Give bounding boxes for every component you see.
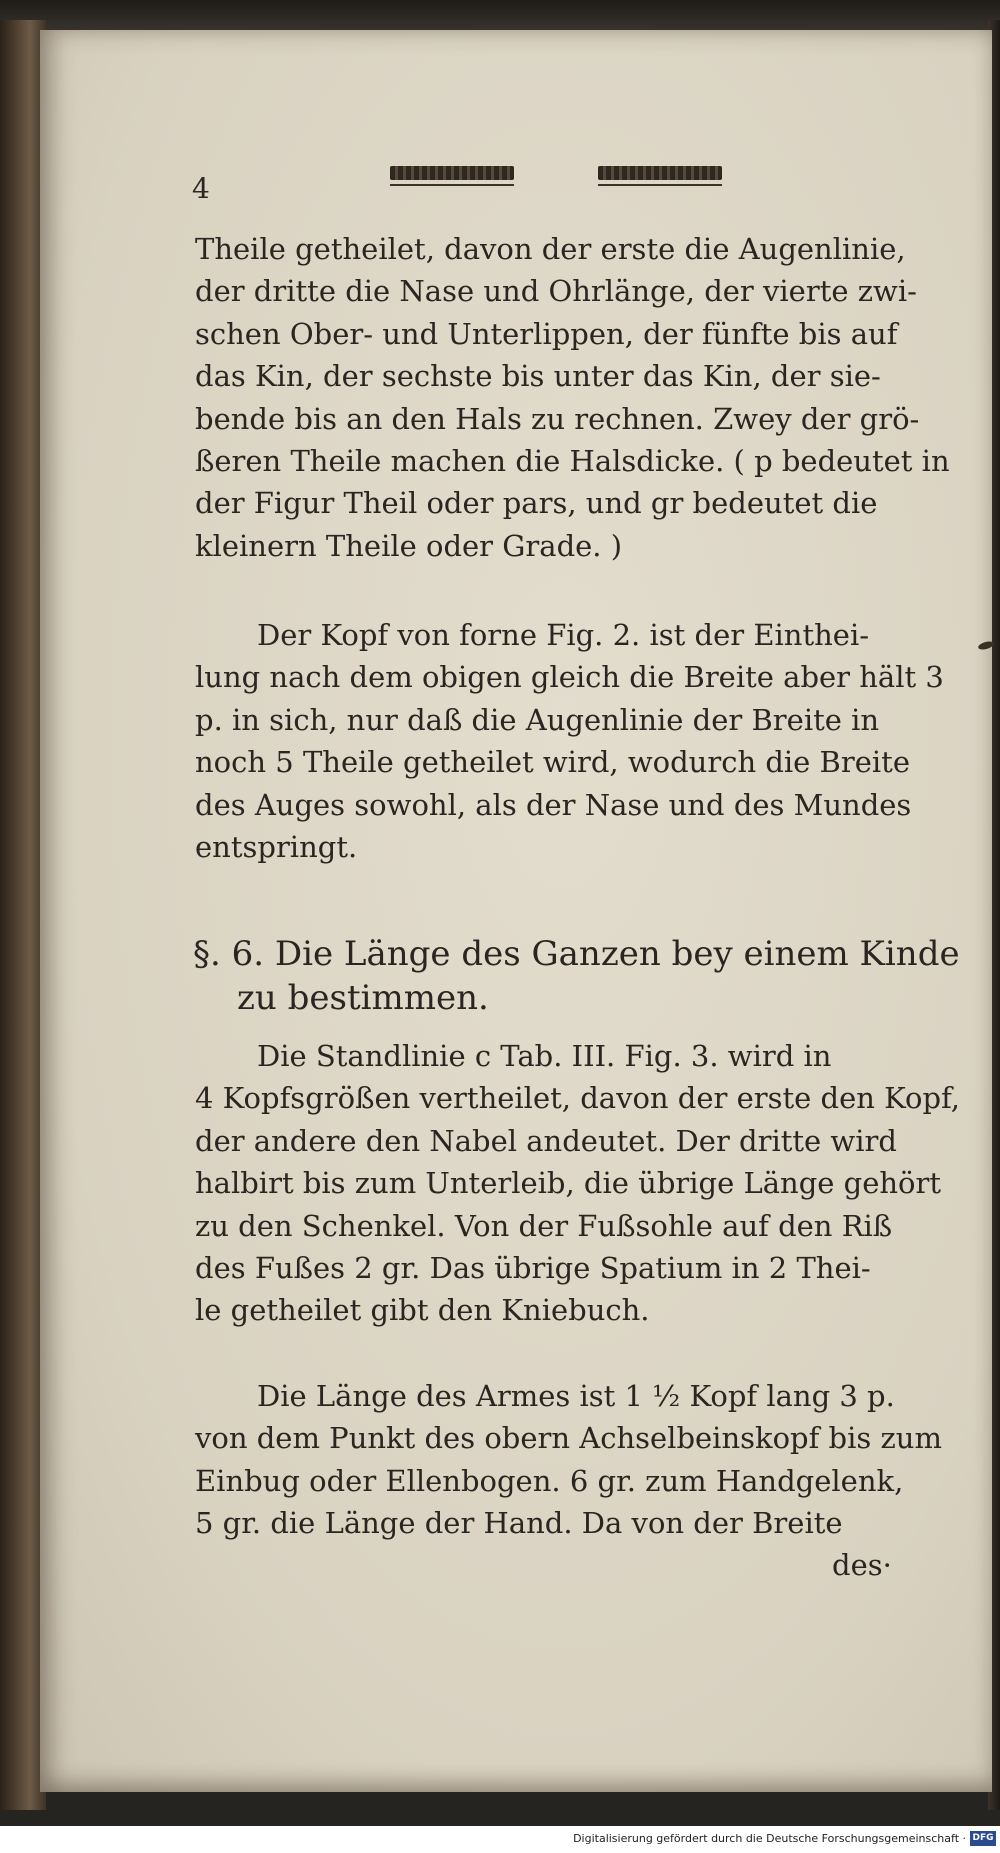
text-line: entspringt.: [195, 830, 358, 865]
text-line: ßeren Theile machen die Halsdicke. ( p bedeutet in: [195, 444, 950, 479]
text-line: p. in sich, nur daß die Augenlinie der Breite in: [195, 702, 880, 737]
text-line: Theile getheilet, davon der erste die Augenlinie,: [195, 232, 906, 266]
text-line: zu den Schenkel. Von der Fußsohle auf den Riß: [195, 1208, 893, 1243]
header-ornament-left: [390, 166, 514, 188]
footer-bar: [0, 1826, 1000, 1853]
text-line: bende bis an den Hals zu rechnen. Zwey der grö-: [195, 401, 920, 436]
text-line: Einbug oder Ellenbogen. 6 gr. zum Handgelenk,: [195, 1463, 904, 1498]
text-line: le getheilet gibt den Kniebuch.: [195, 1293, 650, 1328]
section-heading: [193, 932, 960, 1020]
top-shadow: [0, 0, 1000, 34]
text-line: das Kin, der sechste bis unter das Kin, der sie-: [195, 359, 881, 394]
text-line: des Fußes 2 gr. Das übrige Spatium in 2 Thei-: [195, 1251, 871, 1286]
text-line: des Auges sowohl, als der Nase und des Mundes: [195, 787, 912, 822]
text-line: von dem Punkt des obern Achselbeinskopf bis zum: [195, 1421, 942, 1456]
text-line: Die Standlinie c Tab. III. Fig. 3. wird in: [257, 1039, 832, 1073]
text-line: kleinern Theile oder Grade. ): [195, 528, 623, 563]
text-line: der Figur Theil oder pars, und gr bedeutet die: [195, 486, 878, 521]
paragraph-3: [195, 1035, 961, 1332]
page-number: 4: [192, 172, 210, 205]
text-line: schen Ober- und Unterlippen, der fünfte bis auf: [195, 316, 898, 351]
paragraph-4: [195, 1375, 942, 1545]
paragraph-2: [195, 614, 944, 868]
text-line: 4 Kopfsgrößen vertheilet, davon der erste den Kopf,: [195, 1081, 961, 1116]
funding-notice: Digitalisierung gefördert durch die Deutsche Forschungsgemeinschaft ·: [573, 1832, 966, 1845]
text-line: noch 5 Theile getheilet wird, wodurch die Breite: [195, 745, 910, 780]
dfg-logo-icon: DFG: [970, 1831, 996, 1846]
text-line: 5 gr. die Länge der Hand. Da von der Breite: [195, 1506, 843, 1541]
heading-line: zu bestimmen.: [237, 978, 489, 1018]
paragraph-1: [195, 228, 950, 567]
header-ornament-right: [598, 166, 722, 188]
text-line: der andere den Nabel andeutet. Der dritte wird: [195, 1123, 897, 1158]
heading-line: §. 6. Die Länge des Ganzen bey einem Kinde: [193, 934, 960, 974]
text-line: halbirt bis zum Unterleib, die übrige Länge gehört: [195, 1166, 942, 1201]
catchword: des·: [832, 1548, 892, 1582]
text-line: Der Kopf von forne Fig. 2. ist der Einthei-: [257, 618, 870, 652]
text-line: Die Länge des Armes ist 1 ½ Kopf lang 3 p.: [257, 1379, 895, 1413]
text-line: der dritte die Nase und Ohrlänge, der vierte zwi-: [195, 274, 917, 309]
text-line: lung nach dem obigen gleich die Breite aber hält 3: [195, 660, 944, 695]
